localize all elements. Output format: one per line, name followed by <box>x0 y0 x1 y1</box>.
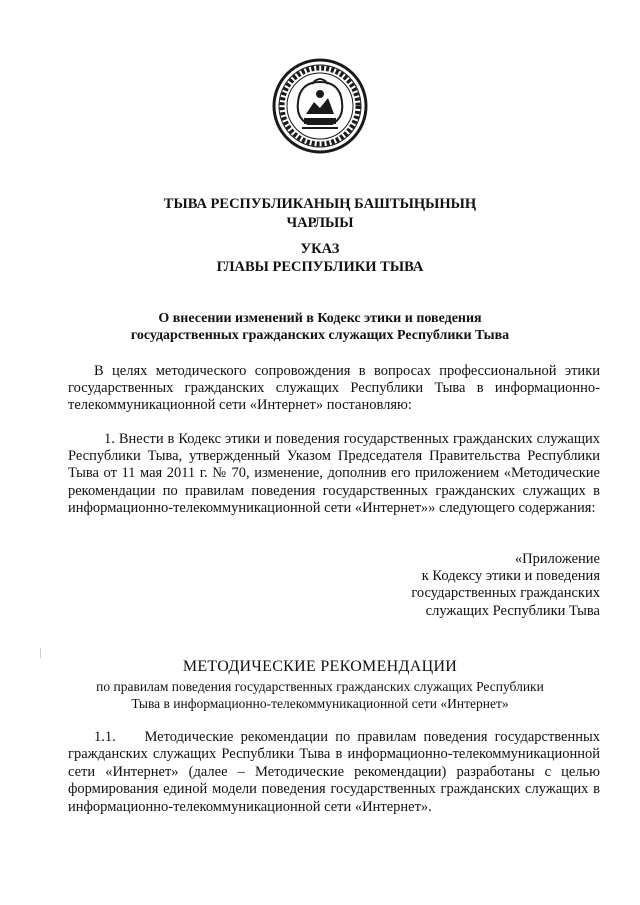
header-tuvan-decree: ЧАРЛЫЫ <box>286 215 354 231</box>
header-issuer: ГЛАВЫ РЕСПУБЛИКИ ТЫВА <box>216 259 424 275</box>
preamble-paragraph: В целях методического сопровождения в вопросах профессиональной этики государственных гражданских служащих Республики Тыва в информационно-телекоммуникационной сети «Интернет» постановляю: <box>68 363 600 414</box>
header-tuvan-title: ТЫВА РЕСПУБЛИКАНЫҢ БАШТЫҢЫНЫҢ <box>163 196 477 212</box>
guidelines-subtitle-line1: по правилам поведения государственных гражданских служащих Республики <box>96 679 544 694</box>
header-decree-label: УКАЗ <box>300 241 340 257</box>
document-title-line1: О внесении изменений в Кодекс этики и поведения <box>158 311 482 326</box>
guidelines-paragraph-1-1: 1.1. Методические рекомендации по правилам поведения государственных гражданских служащих Республики Тыва в информационно-телекоммуникационной сети «Интернет» (далее – Методические рекомендации) разработаны с целью формирования единой модели поведения государственных гражданских служащих в информационно-телекоммуникационной сети «Интернет». <box>68 729 600 815</box>
coat-of-arms-icon <box>272 58 368 154</box>
appendix-line: государственных гражданских <box>411 585 600 602</box>
guidelines-subtitle-line2: Тыва в информационно-телекоммуникационной сети «Интернет» <box>131 696 509 711</box>
appendix-line: к Кодексу этики и поведения <box>421 568 600 585</box>
appendix-reference <box>340 551 600 620</box>
document-title-line2: государственных гражданских служащих Республики Тыва <box>130 328 510 343</box>
guidelines-title: МЕТОДИЧЕСКИЕ РЕКОМЕНДАЦИИ <box>182 658 458 675</box>
scan-mark <box>40 648 41 658</box>
appendix-line: служащих Республики Тыва <box>425 602 600 619</box>
appendix-line: «Приложение <box>514 551 600 567</box>
item-1-paragraph: 1. Внести в Кодекс этики и поведения государственных гражданских служащих Республики Тыва, утвержденный Указом Председателя Правительства Республики Тыва от 11 мая 2011 г. № 70, изменение, дополнив его приложением «Методические рекомендации по правилам поведения государственных гражданских служащих в информационно-телекоммуникационной сети «Интернет»» следующего содержания: <box>68 431 600 516</box>
